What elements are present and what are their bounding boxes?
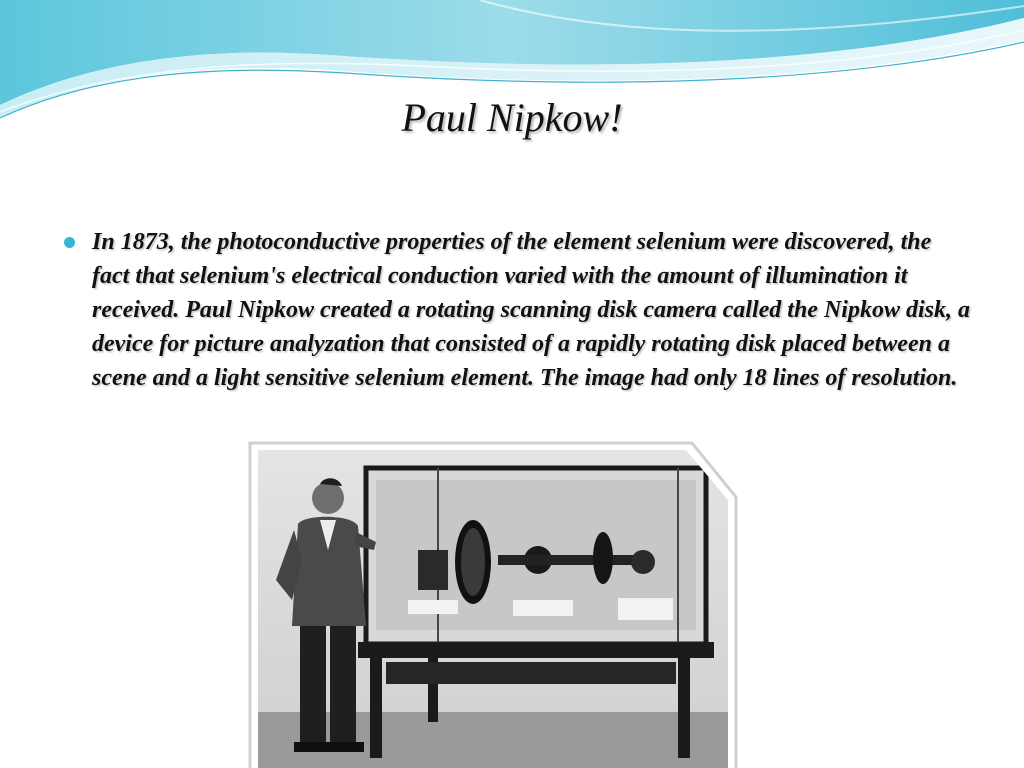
bullet-point-icon [64,237,75,248]
bullet-text: In 1873, the photoconductive properties of the element selenium were discovered, the fact that selenium's electrical conduction varied with the amount of illumination it received. Paul Nipkow created a rotating scanning disk camera called the Nipkow disk, a device for picture analyzation that consisted of a rapidly rotating disk placed between a scene and a light sensitive selenium element. The image had only 18 lines of resolution. [92,229,970,391]
photo-border [248,441,738,768]
slide-title: Paul Nipkow! [401,95,623,140]
